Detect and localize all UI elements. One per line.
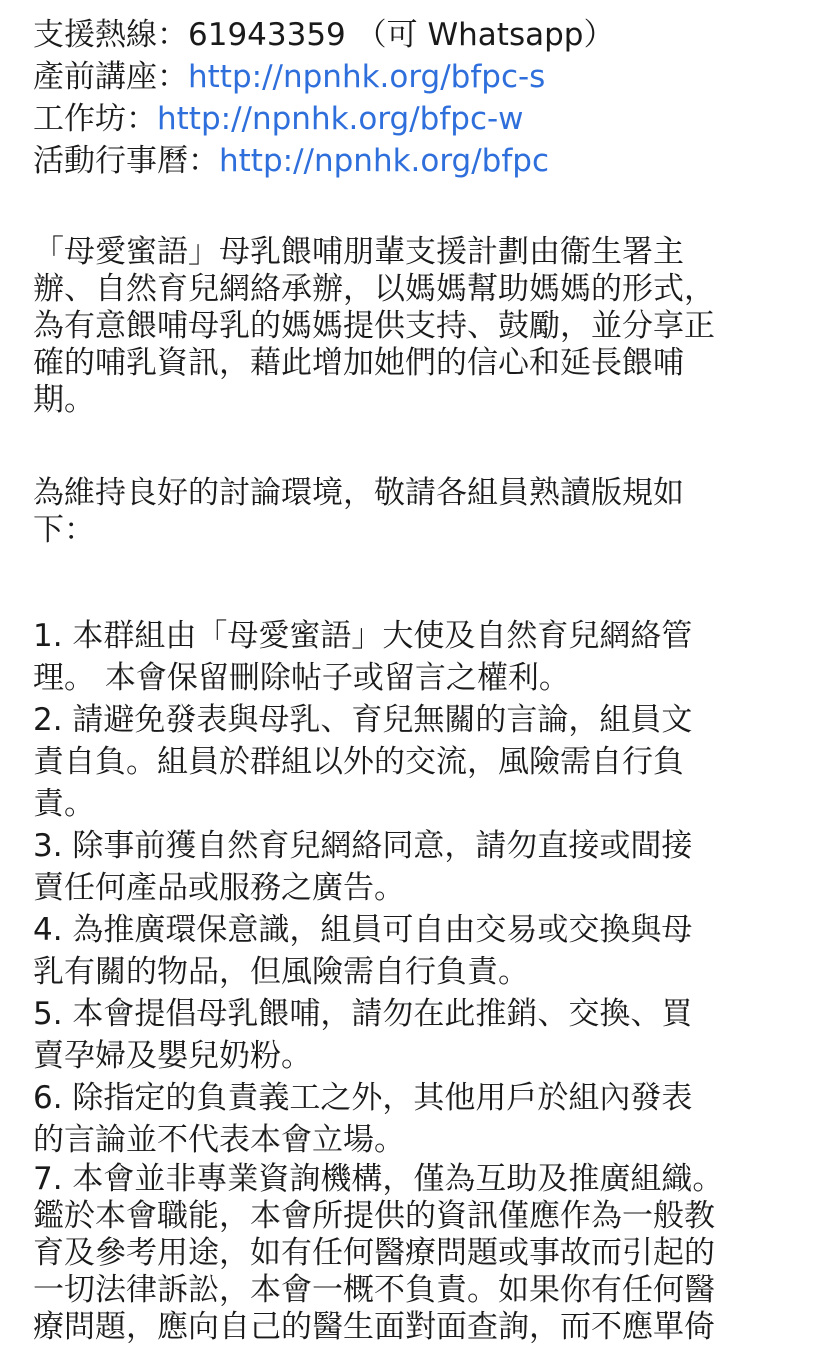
intro-line: 「母愛蜜語」母乳餵哺朋輩支援計劃由衞生署主: [33, 234, 684, 270]
rule-line: 5. 本會提倡母乳餵哺，請勿在此推銷、交換、買: [33, 996, 693, 1032]
rule-line: 1. 本群組由「母愛蜜語」大使及自然育兒網絡管: [33, 618, 693, 654]
prenatal-label: 產前講座：: [33, 59, 188, 95]
rule-line: 療問題，應向自己的醫生面對面查詢，而不應單倚: [33, 1309, 715, 1345]
rule-line: 育及參考用途，如有任何醫療問題或事故而引起的: [33, 1235, 715, 1271]
prenatal-line: [33, 56, 803, 98]
rules-intro-paragraph: [33, 475, 803, 549]
calendar-line: [33, 140, 803, 182]
rule-line: 賣任何產品或服務之廣告。: [33, 870, 405, 906]
calendar-link[interactable]: http://npnhk.org/bfpc: [219, 143, 549, 179]
rule-line: 一切法律訴訟，本會一概不負責。如果你有任何醫: [33, 1272, 715, 1308]
rule-line: 責。: [33, 786, 95, 822]
rule-line: 鑑於本會職能，本會所提供的資訊僅應作為一般教: [33, 1198, 715, 1234]
rules-intro-line: 為維持良好的討論環境，敬請各組員熟讀版規如: [33, 475, 684, 511]
rule-line: 6. 除指定的負責義工之外，其他用戶於組內發表: [33, 1080, 693, 1116]
intro-line: 期。: [33, 382, 95, 418]
workshop-label: 工作坊：: [33, 101, 157, 137]
rule-line: 理。 本會保留刪除帖子或留言之權利。: [33, 660, 570, 696]
workshop-line: [33, 98, 803, 140]
rule-line: 7. 本會並非專業資詢機構，僅為互助及推廣組織。: [33, 1161, 724, 1197]
rule-line: 3. 除事前獲自然育兒網絡同意，請勿直接或間接: [33, 828, 693, 864]
rule-line: 4. 為推廣環保意識，組員可自由交易或交換與母: [33, 912, 693, 948]
intro-line: 確的哺乳資訊，藉此增加她們的信心和延長餵哺: [33, 345, 684, 381]
hotline-value: 61943359 （可 Whatsapp）: [188, 17, 615, 53]
rule-item-2: [33, 699, 803, 825]
rules-intro-line: 下：: [33, 512, 95, 548]
rule-line: 的言論並不代表本會立場。: [33, 1122, 405, 1158]
rule-item-1: [33, 615, 803, 699]
contact-block: [33, 0, 803, 182]
rule-item-4: [33, 909, 803, 993]
rule-line: 2. 請避免發表與母乳、育兒無關的言論，組員文: [33, 702, 693, 738]
intro-line: 為有意餵哺母乳的媽媽提供支持、鼓勵，並分享正: [33, 308, 715, 344]
intro-paragraph: [33, 234, 803, 419]
rule-line: 責自負。組員於群組以外的交流，風險需自行負: [33, 744, 684, 780]
rule-item-7: [33, 1161, 803, 1346]
rule-item-5: [33, 993, 803, 1077]
rule-item-6: [33, 1077, 803, 1161]
workshop-link[interactable]: http://npnhk.org/bfpc-w: [157, 101, 524, 137]
rules-list: [33, 615, 803, 1346]
intro-line: 辦、自然育兒網絡承辦，以媽媽幫助媽媽的形式，: [33, 271, 715, 307]
rule-line: 賣孕婦及嬰兒奶粉。: [33, 1038, 312, 1074]
hotline-line: [33, 14, 803, 56]
rule-line: 乳有關的物品，但風險需自行負責。: [33, 954, 529, 990]
rule-item-3: [33, 825, 803, 909]
calendar-label: 活動行事曆：: [33, 143, 219, 179]
prenatal-link[interactable]: http://npnhk.org/bfpc-s: [188, 59, 546, 95]
post-body: [33, 0, 803, 1346]
hotline-label: 支援熱線：: [33, 17, 188, 53]
